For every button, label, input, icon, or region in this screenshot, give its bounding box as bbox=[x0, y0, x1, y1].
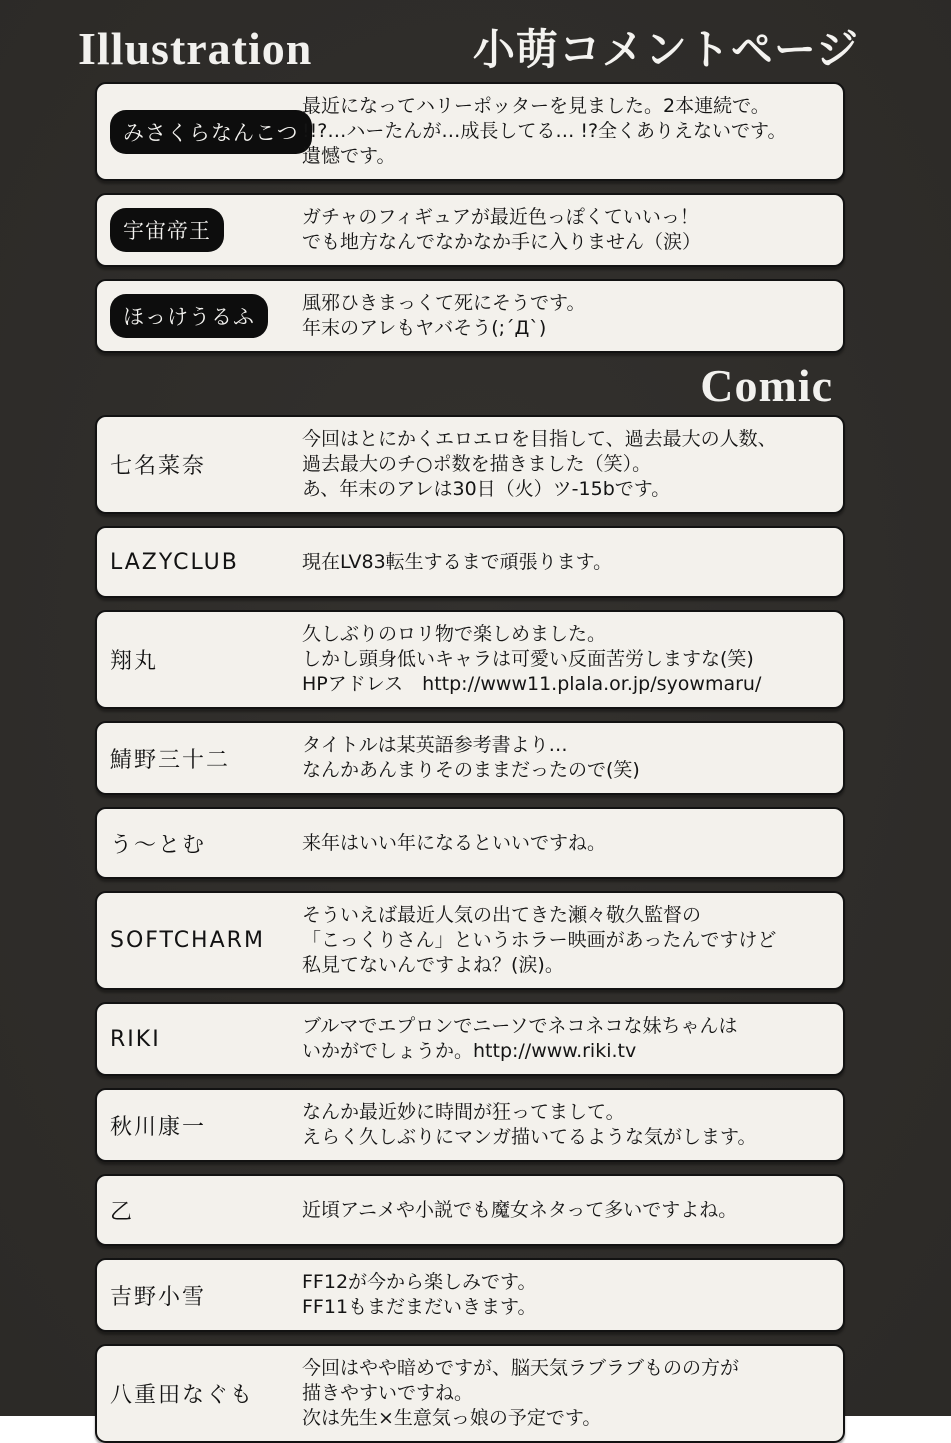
artist-name: RIKI bbox=[110, 1026, 161, 1052]
artist-name-column bbox=[97, 928, 302, 953]
comment-card bbox=[95, 891, 845, 990]
comment-text bbox=[302, 901, 833, 980]
comment-line: 現在LV83転生するまで頑張ります。 bbox=[302, 550, 613, 573]
comment-card bbox=[95, 279, 845, 353]
artist-name-column bbox=[97, 550, 302, 575]
comment-line: 遺憾です。 bbox=[302, 145, 396, 167]
page-header bbox=[0, 23, 951, 82]
comment-line: 今回はやや暗めですが、脳天気ラブラブものの方が bbox=[302, 1357, 740, 1379]
artist-name: 鯖野三十二 bbox=[110, 747, 231, 773]
comment-line: なんか最近妙に時間が狂ってまして。 bbox=[302, 1101, 625, 1123]
comment-text bbox=[302, 1268, 833, 1322]
comment-line: なんかあんまりそのままだったので(笑) bbox=[302, 759, 640, 781]
comment-line: 来年はいい年になるといいですね。 bbox=[302, 831, 607, 854]
artist-name-column bbox=[97, 1027, 302, 1052]
artist-name: 翔丸 bbox=[110, 649, 159, 674]
comment-card bbox=[95, 415, 845, 514]
artist-name-column bbox=[97, 743, 302, 774]
comment-text bbox=[302, 1354, 833, 1433]
comment-card bbox=[95, 82, 845, 181]
artist-name-column bbox=[97, 644, 302, 675]
comment-line: でも地方なんでなかなか手に入りません（涙） bbox=[302, 231, 702, 253]
comment-text bbox=[302, 289, 833, 343]
comment-line: 描きやすいですね。 bbox=[302, 1382, 474, 1404]
comment-card bbox=[95, 1344, 845, 1443]
comment-line: FF12が今から楽しみです。 bbox=[302, 1271, 537, 1293]
comic-header bbox=[0, 361, 951, 415]
artist-name: 八重田なぐも bbox=[110, 1383, 255, 1408]
comment-text bbox=[302, 425, 833, 504]
comment-card bbox=[95, 193, 845, 267]
artist-name: ほっけうるふ bbox=[110, 294, 268, 338]
artist-name: 秋川康一 bbox=[110, 1114, 207, 1140]
comment-line: 風邪ひきまっくて死にそうです。 bbox=[302, 292, 586, 314]
comment-line: ガチャのフィギュアが最近色っぽくていいっ！ bbox=[302, 206, 699, 228]
artist-name-column bbox=[97, 449, 302, 480]
comment-text bbox=[302, 203, 833, 257]
comment-line: 今回はとにかくエロエロを目指して、過去最大の人数、 bbox=[302, 428, 777, 450]
comic-section-title: Comic bbox=[700, 360, 833, 411]
comment-text bbox=[302, 1196, 833, 1225]
comment-card bbox=[95, 1174, 845, 1246]
artist-name: 七名菜奈 bbox=[110, 454, 207, 479]
comment-card bbox=[95, 610, 845, 709]
comment-line: あ、年末のアレは30日（火）ツ-15bです。 bbox=[302, 478, 671, 500]
comment-text bbox=[302, 829, 833, 858]
comment-line: 久しぶりのロリ物で楽しめました。 bbox=[302, 623, 607, 645]
comment-line: タイトルは某英語参考書より… bbox=[302, 734, 568, 756]
comment-line: 最近になってハリーポッターを見ました。2本連続で。 bbox=[302, 95, 770, 117]
comment-line: 近頃アニメや小説でも魔女ネタって多いですよね。 bbox=[302, 1198, 738, 1221]
comment-card bbox=[95, 526, 845, 598]
page-title: 小萌コメントページ bbox=[472, 25, 859, 74]
artist-name: SOFTCHARM bbox=[110, 928, 265, 953]
comment-line: 次は先生×生意気っ娘の予定です。 bbox=[302, 1407, 602, 1429]
artist-name-column bbox=[97, 208, 302, 252]
artist-name-column bbox=[97, 1195, 302, 1226]
comment-card bbox=[95, 1088, 845, 1162]
artist-name-column bbox=[97, 1280, 302, 1311]
comment-line: 「こっくりさん」というホラー映画があったんですけど bbox=[302, 929, 777, 951]
comment-line: えらく久しぶりにマンガ描いてるような気がします。 bbox=[302, 1126, 757, 1148]
comment-text bbox=[302, 620, 833, 699]
comment-line: 過去最大のチ○ポ数を描きました（笑）。 bbox=[302, 453, 652, 475]
comment-text bbox=[302, 731, 833, 785]
comment-line: FF11もまだまだいきます。 bbox=[302, 1296, 537, 1318]
artist-name-column bbox=[97, 1110, 302, 1141]
comic-section bbox=[95, 415, 845, 1443]
comment-card bbox=[95, 807, 845, 879]
illustration-section bbox=[95, 82, 845, 353]
comment-text bbox=[302, 1098, 833, 1152]
artist-name: 乙 bbox=[110, 1199, 135, 1225]
comment-line: いかがでしょうか。http://www.riki.tv bbox=[302, 1040, 637, 1062]
comment-text bbox=[302, 548, 833, 577]
comment-line: 年末のアレもヤバそう(;´Д`) bbox=[302, 317, 547, 339]
comment-text bbox=[302, 92, 833, 171]
artist-name-column bbox=[97, 110, 302, 154]
artist-name-column bbox=[97, 828, 302, 859]
artist-name-column bbox=[97, 294, 302, 338]
comment-line: ブルマでエプロンでニーソでネコネコな妹ちゃんは bbox=[302, 1015, 738, 1037]
illustration-section-title: Illustration bbox=[78, 23, 313, 74]
artist-name-column bbox=[97, 1378, 302, 1409]
comment-card bbox=[95, 721, 845, 795]
comment-line: そういえば最近人気の出てきた瀬々敬久監督の bbox=[302, 904, 702, 926]
artist-name: みさくらなんこつ bbox=[110, 110, 312, 154]
artist-name: LAZYCLUB bbox=[110, 549, 239, 575]
artist-name: う〜とむ bbox=[110, 832, 207, 858]
comment-line: 私見てないんですよね？(涙)。 bbox=[302, 954, 564, 976]
artist-name: 宇宙帝王 bbox=[110, 208, 224, 252]
comment-card bbox=[95, 1002, 845, 1076]
comment-card bbox=[95, 1258, 845, 1332]
comment-line: HPアドレス http://www11.plala.or.jp/syowmaru/ bbox=[302, 673, 762, 695]
comment-line: !!?…ハーたんが…成長してる… !?全くありえないです。 bbox=[302, 120, 787, 142]
comment-line: しかし頭身低いキャラは可愛い反面苦労しますな(笑) bbox=[302, 648, 754, 670]
artist-name: 吉野小雪 bbox=[110, 1284, 207, 1310]
comment-text bbox=[302, 1012, 833, 1066]
